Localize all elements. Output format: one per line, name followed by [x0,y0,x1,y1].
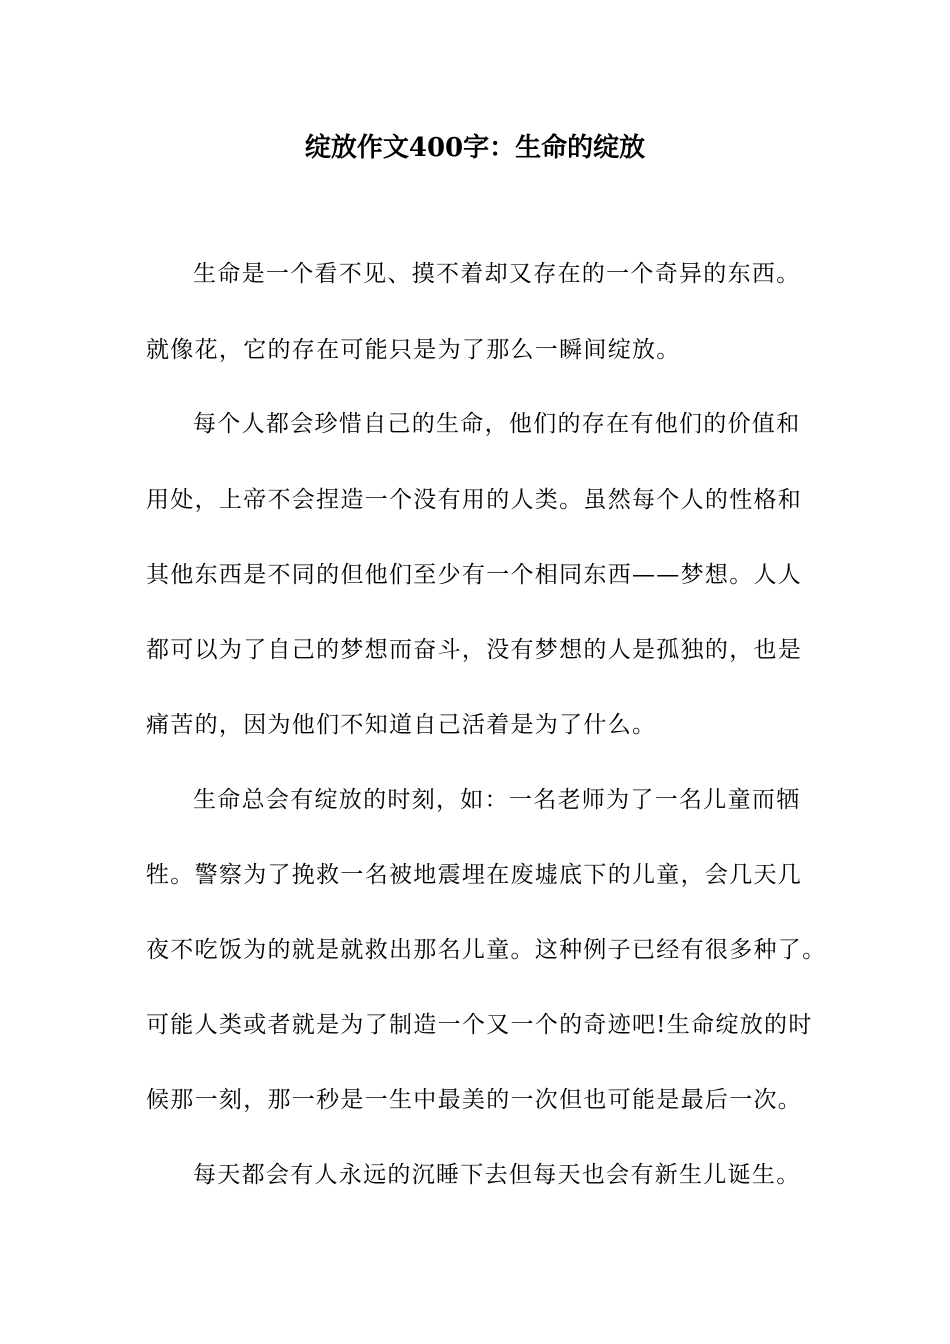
paragraph-3-line-5: 候那一刻，那一秒是一生中最美的一次但也可能是最后一次。 [146,1087,803,1113]
paragraph-1-line-2: 就像花，它的存在可能只是为了那么一瞬间绽放。 [146,337,681,363]
paragraph-1-line-1: 生命是一个看不见、摸不着却又存在的一个奇异的东西。 [193,261,801,287]
paragraph-3-line-4: 可能人类或者就是为了制造一个又一个的奇迹吧!生命绽放的时 [146,1012,813,1038]
paragraph-2-line-2: 用处，上帝不会捏造一个没有用的人类。虽然每个人的性格和 [146,487,803,513]
paragraph-3-line-3: 夜不吃饭为的就是就救出那名儿童。这种例子已经有很多种了。 [146,937,827,963]
document-title: 绽放作文400字：生命的绽放 [304,133,646,163]
paragraph-4-line-1: 每天都会有人永远的沉睡下去但每天也会有新生儿诞生。 [193,1162,801,1188]
paragraph-3-line-2: 牲。警察为了挽救一名被地震埋在废墟底下的儿童，会几天几 [146,862,803,888]
paragraph-2-line-5: 痛苦的，因为他们不知道自己活着是为了什么。 [146,712,657,738]
paragraph-2-line-4: 都可以为了自己的梦想而奋斗，没有梦想的人是孤独的，也是 [146,637,803,663]
paragraph-2-line-3: 其他东西是不同的但他们至少有一个相同东西——梦想。人人 [146,562,803,588]
paragraph-3-line-1: 生命总会有绽放的时刻，如：一名老师为了一名儿童而牺 [193,787,801,813]
paragraph-2-line-1: 每个人都会珍惜自己的生命，他们的存在有他们的价值和 [193,411,801,437]
